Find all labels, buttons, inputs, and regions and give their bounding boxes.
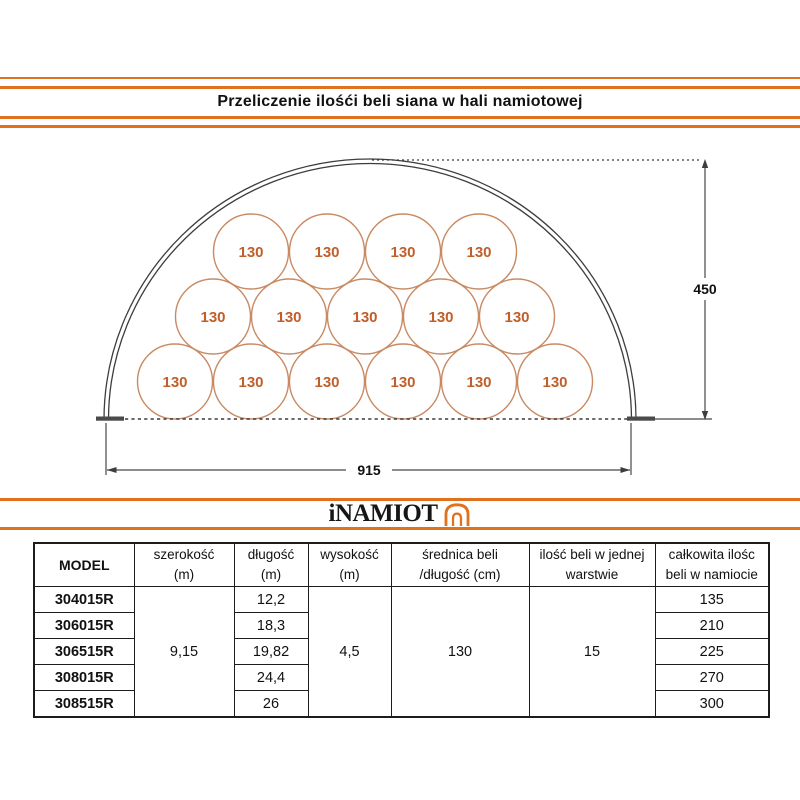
brand-logo-text: iNAMIOT <box>328 499 438 527</box>
col-header-srednica: średnica beli /długość (cm) <box>391 543 529 587</box>
spec-table <box>33 542 770 718</box>
height-dimension-label: 450 <box>693 281 717 297</box>
bale-label: 130 <box>276 309 302 326</box>
col-header-wysokosc: wysokość (m) <box>308 543 391 587</box>
col-header-warstwa: ilość beli w jednej warstwie <box>529 543 655 587</box>
total-cell: 300 <box>655 691 769 718</box>
dlugosc-cell: 18,3 <box>234 613 308 639</box>
bale-label: 130 <box>238 374 264 391</box>
srednica-merged-cell: 130 <box>391 587 529 718</box>
brand-band <box>0 498 800 530</box>
total-cell: 135 <box>655 587 769 613</box>
col-header-calkowita: całkowita ilośc beli w namiocie <box>655 543 769 587</box>
dlugosc-cell: 12,2 <box>234 587 308 613</box>
page-title: Przeliczenie ilośći beli siana w hali namiotowej <box>217 93 583 110</box>
bale-label: 130 <box>542 374 568 391</box>
bale-label: 130 <box>352 309 378 326</box>
col-header-szerokosc: szerokość (m) <box>134 543 234 587</box>
bale-label: 130 <box>466 244 492 261</box>
dlugosc-cell: 24,4 <box>234 665 308 691</box>
model-cell: 304015R <box>34 587 134 613</box>
bale-label: 130 <box>390 374 416 391</box>
width-dimension <box>106 423 631 479</box>
foundation-left <box>96 417 124 421</box>
szerokosc-merged-cell: 9,15 <box>134 587 234 718</box>
model-cell: 306515R <box>34 639 134 665</box>
bale-label: 130 <box>200 309 226 326</box>
bale-layer <box>138 214 593 419</box>
wysokosc-merged-cell: 4,5 <box>308 587 391 718</box>
model-cell: 308515R <box>34 691 134 718</box>
model-cell: 308015R <box>34 665 134 691</box>
dlugosc-cell: 26 <box>234 691 308 718</box>
total-cell: 210 <box>655 613 769 639</box>
bale-label: 130 <box>238 244 264 261</box>
bale-label: 130 <box>314 244 340 261</box>
bale-label: 130 <box>504 309 530 326</box>
bale-label: 130 <box>390 244 416 261</box>
tent-icon <box>442 501 472 528</box>
foundation-right <box>627 417 655 421</box>
dlugosc-cell: 19,82 <box>234 639 308 665</box>
bale-label: 130 <box>428 309 454 326</box>
table-header-row <box>34 543 769 587</box>
table-row <box>34 587 769 613</box>
width-dimension-label: 915 <box>357 462 381 478</box>
col-header-dlugosc: długość (m) <box>234 543 308 587</box>
total-cell: 270 <box>655 665 769 691</box>
bale-label: 130 <box>162 374 188 391</box>
warstwa-merged-cell: 15 <box>529 587 655 718</box>
col-header-model: MODEL <box>34 543 134 587</box>
total-cell: 225 <box>655 639 769 665</box>
model-cell: 306015R <box>34 613 134 639</box>
bale-label: 130 <box>466 374 492 391</box>
bale-label: 130 <box>314 374 340 391</box>
